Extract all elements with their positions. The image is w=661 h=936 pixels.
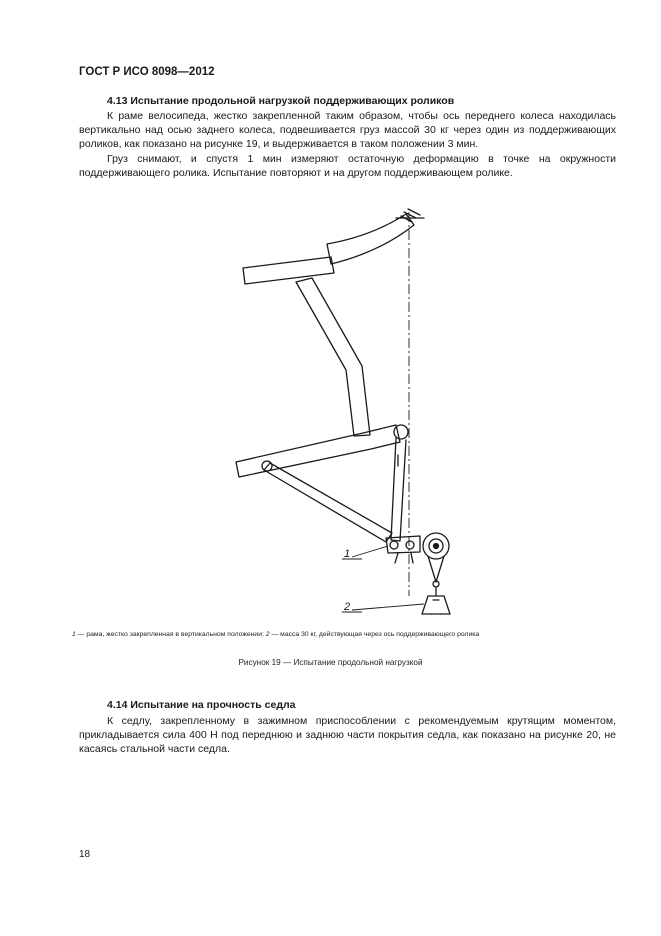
figure-19-caption: Рисунок 19 — Испытание продольной нагрузкой — [238, 658, 423, 667]
roller-axle-left — [390, 541, 398, 549]
section-4-13-paragraph-1-text: К раме велосипеда, жестко закрепленной таким образом, чтобы ось переднего колеса находилась вертикально над осью заднего колеса, подвешивается груз массой 30 кг через один из поддерживающих роликов, как показано на рисунке 19, и выдерживается в таком положении 3 мин. — [79, 110, 616, 151]
load-hanger — [428, 556, 444, 582]
page-number: 18 — [79, 849, 91, 860]
down-tube — [296, 278, 370, 436]
upper-curved-tube — [327, 214, 414, 264]
support-roller-axle — [434, 544, 439, 549]
diagonal-stay — [264, 463, 392, 542]
roller-axle-right — [406, 541, 414, 549]
handlebar-tube — [243, 257, 334, 284]
fork-arm — [391, 438, 406, 541]
figure-19-legend — [72, 631, 602, 638]
section-4-14-paragraph-1-text: К седлу, закрепленному в зажимном приспособлении с рекомендуемым крутящим моментом, прикладывается сила 400 Н под переднюю и заднюю части покрытия седла, как показано на рисунке 20, не касаясь стальной части седла. — [79, 715, 616, 756]
callout-2-leader — [352, 604, 424, 610]
callout-1-leader — [352, 546, 388, 557]
legend-num-2: 2 — [265, 631, 270, 638]
roller-legs — [395, 553, 413, 563]
legend-text-1: — рама, жестко закрепленная в вертикальном положении; — [75, 631, 266, 638]
section-4-14-paragraph-1 — [79, 714, 616, 757]
rear-frame-member — [236, 425, 400, 477]
pivot-joint — [394, 425, 408, 439]
callout-1-label: 1 — [344, 548, 351, 560]
section-4-14-heading: 4.14 Испытание на прочность седла — [107, 699, 296, 711]
section-4-13-heading: 4.13 Испытание продольной нагрузкой поддерживающих роликов — [107, 95, 455, 107]
weight-30kg — [422, 596, 450, 614]
legend-text-2: — масса 30 кг, действующая через ось поддерживающего ролика — [269, 631, 480, 638]
section-4-13-paragraph-2-text: Груз снимают, и спустя 1 мин измеряют остаточную деформацию в точке на окружности поддерживающего ролика. Испытание повторяют и на другом поддерживающем ролике. — [79, 153, 616, 180]
document-header: ГОСТ Р ИСО 8098—2012 — [79, 66, 215, 78]
legend-num-1: 1 — [72, 631, 76, 638]
callout-2-label: 2 — [344, 601, 351, 613]
